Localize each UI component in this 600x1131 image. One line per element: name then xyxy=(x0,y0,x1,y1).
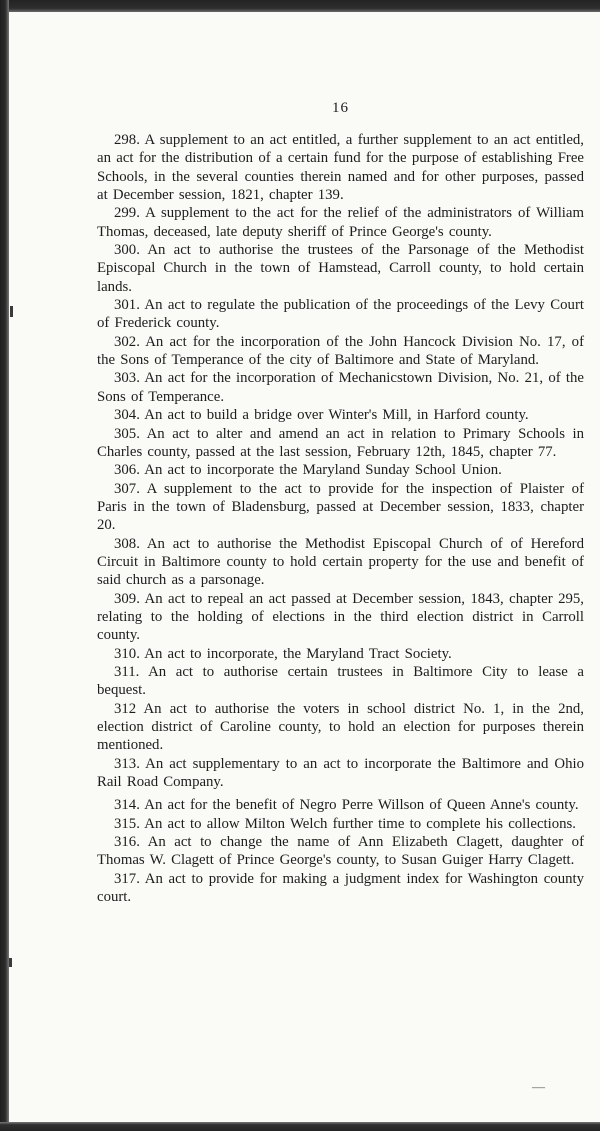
act-entry-314: 314. An act for the benefit of Negro Perre Willson of Queen Anne's county. xyxy=(114,797,579,814)
act-entry-304: 304. An act to build a bridge over Winter's Mill, in Harford county. xyxy=(114,407,529,424)
scan-edge-top xyxy=(0,0,600,12)
act-entry-311: 311. An act to authorise certain trustees in Baltimore City to lease a bequest. xyxy=(97,663,584,699)
scan-edge-bottom xyxy=(0,1122,600,1131)
act-entry-302: 302. An act for the incorporation of the John Hancock Division No. 17, of the Sons of Temperance of the city of Baltimore and State of Maryland. xyxy=(97,333,584,369)
act-entry-310: 310. An act to incorporate, the Maryland Tract Society. xyxy=(114,645,452,662)
scan-mark-dash: — xyxy=(532,1079,545,1094)
act-entry-306: 306. An act to incorporate the Maryland Sunday School Union. xyxy=(114,462,502,479)
act-entry-315: 315. An act to allow Milton Welch further time to complete his collections. xyxy=(114,815,576,832)
act-entry-317: 317. An act to provide for making a judgment index for Washington county court. xyxy=(97,870,584,906)
act-entry-307: 307. A supplement to the act to provide for the inspection of Plaister of Paris in the town of Bladensburg, passed at December session, 1833, chapter 20. xyxy=(97,480,584,534)
act-entry-303: 303. An act for the incorporation of Mechanicstown Division, No. 21, of the Sons of Temperance. xyxy=(97,370,584,405)
scan-edge-left xyxy=(0,0,9,1131)
act-entry-309: 309. An act to repeal an act passed at December session, 1843, chapter 295, relating to the holding of elections in the third election district in Carroll county. xyxy=(97,590,584,644)
page-number: 16 xyxy=(332,100,349,116)
act-entry-316: 316. An act to change the name of Ann Elizabeth Clagett, daughter of Thomas W. Clagett of Prince George's county, to Susan Guiger Harry Clagett. xyxy=(97,834,584,869)
act-entry-300: 300. An act to authorise the trustees of the Parsonage of the Methodist Episcopal Church in the town of Hamstead, Carroll county, to hold certain lands. xyxy=(97,242,584,295)
act-entry-301: 301. An act to regulate the publication of the proceedings of the Levy Court of Frederick county. xyxy=(97,297,584,332)
scan-speck xyxy=(10,306,13,317)
act-entry-305: 305. An act to alter and amend an act in relation to Primary Schools in Charles county, passed at the last session, February 12th, 1845, chapter 77. xyxy=(97,425,584,460)
scan-speck xyxy=(9,958,12,967)
act-entry-298: 298. A supplement to an act entitled, a further supplement to an act entitled, an act for the distribution of a certain fund for the purpose of establishing Free Schools, in the several counties therein named and for other purposes, passed at December session, 1821, chapter 139. xyxy=(97,132,584,204)
act-entry-313: 313. An act supplementary to an act to incorporate the Baltimore and Ohio Rail Road Company. xyxy=(97,755,584,791)
act-entry-308: 308. An act to authorise the Methodist Episcopal Church of of Hereford Circuit in Baltimore county to hold certain property for the use and benefit of said church as a parsonage. xyxy=(97,535,584,589)
document-page xyxy=(97,100,584,906)
act-entry-299: 299. A supplement to the act for the relief of the administrators of William Thomas, deceased, late deputy sheriff of Prince George's county. xyxy=(97,205,584,240)
act-entry-312: 312 An act to authorise the voters in school district No. 1, in the 2nd, election district of Caroline county, to hold an election for purposes therein mentioned. xyxy=(97,700,584,754)
